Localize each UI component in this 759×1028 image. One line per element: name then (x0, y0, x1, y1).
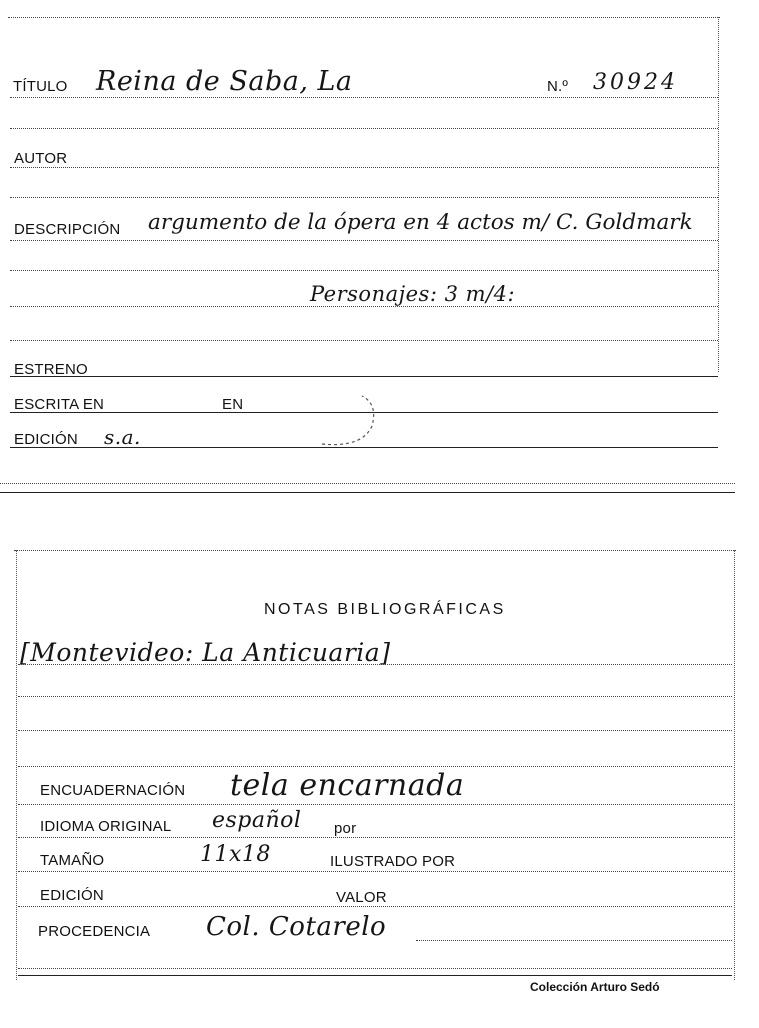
card1-top-border (8, 17, 720, 18)
rule-line (10, 197, 718, 198)
rule-line (10, 306, 718, 307)
tamano-value: 11x18 (200, 842, 271, 867)
descripcion-value-2: Personajes: 3 m/4: (310, 282, 516, 306)
numero-label: N.º (547, 78, 569, 95)
rule-line (10, 128, 718, 129)
rule-line (18, 696, 732, 697)
idioma-line (18, 837, 732, 838)
card2-bottom-dots (18, 968, 732, 969)
descripcion-value: argumento de la ópera en 4 actos m/ C. Goldmark (148, 210, 693, 235)
card1-bottom-border (0, 492, 735, 493)
procedencia-line (416, 940, 732, 941)
por-label: por (334, 820, 357, 837)
titulo-label: TÍTULO (13, 78, 68, 95)
edicion-label: EDICIÓN (14, 431, 78, 448)
card2-left-border (16, 550, 17, 980)
descripcion-line (10, 240, 718, 241)
numero-value: 30924 (593, 70, 678, 95)
catalog-card-bottom (0, 540, 759, 1028)
escrita-label: ESCRITA EN (14, 396, 105, 413)
estreno-label: ESTRENO (14, 361, 88, 378)
estreno-line (10, 376, 718, 377)
notas-heading: NOTAS BIBLIOGRÁFICAS (264, 601, 506, 618)
rule-line (10, 270, 718, 271)
card1-right-border (718, 17, 719, 372)
notas-value: [Montevideo: La Anticuaria] (20, 638, 391, 667)
ilustrado-label: ILUSTRADO POR (330, 853, 456, 870)
rule-line (18, 664, 732, 665)
encuadernacion-label: ENCUADERNACIÓN (40, 782, 186, 799)
collection-footer: Colección Arturo Sedó (530, 980, 660, 994)
tamano-line (18, 871, 732, 872)
autor-line (10, 167, 718, 168)
valor-label: VALOR (336, 889, 387, 906)
titulo-value: Reina de Saba, La (96, 66, 353, 97)
procedencia-value: Col. Cotarelo (206, 912, 387, 942)
card2-top-border (14, 550, 736, 551)
tamano-label: TAMAÑO (40, 852, 105, 869)
en-label: EN (222, 396, 244, 413)
card2-right-border (734, 550, 735, 980)
rule-line (18, 730, 732, 731)
descripcion-label: DESCRIPCIÓN (14, 221, 121, 238)
edicion-value: s.a. (104, 425, 141, 449)
card1-lower-dots (0, 483, 735, 484)
encuadernacion-line (18, 804, 732, 805)
card2-bottom-line (18, 975, 732, 976)
titulo-line (10, 97, 718, 98)
edicion2-label: EDICIÓN (40, 887, 104, 904)
encuadernacion-value: tela encarnada (230, 768, 465, 803)
autor-label: AUTOR (14, 150, 68, 167)
rule-line (18, 766, 732, 767)
idioma-value: español (212, 808, 302, 833)
idioma-label: IDIOMA ORIGINAL (40, 818, 172, 835)
rule-line (10, 340, 718, 341)
edicion2-line (18, 906, 732, 907)
catalog-card-top (0, 0, 759, 495)
procedencia-label: PROCEDENCIA (38, 923, 151, 940)
punch-hole-mark (312, 392, 382, 448)
